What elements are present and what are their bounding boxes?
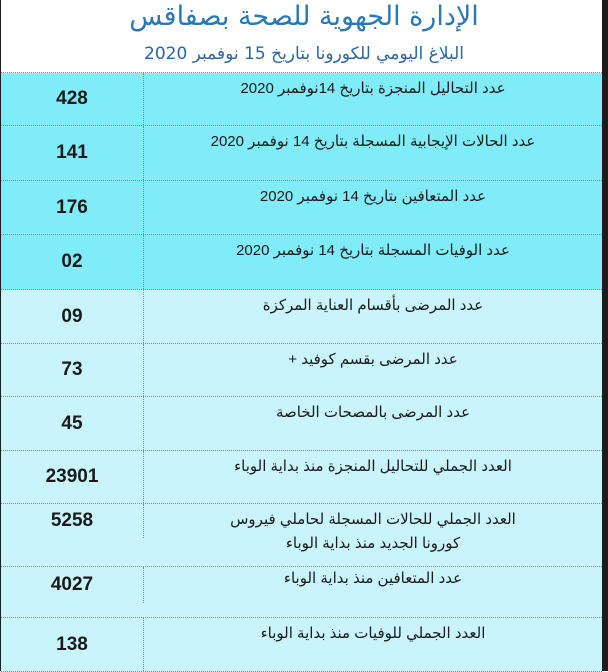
- table-row: [1, 181, 602, 235]
- table-row: [1, 235, 602, 290]
- table-row: [1, 618, 602, 672]
- row-value: 138: [1, 618, 144, 671]
- row-label: عدد المتعافين منذ بداية الوباء: [283, 570, 463, 587]
- row-label: العدد الجملي للوفيات منذ بداية الوباء: [260, 625, 486, 642]
- row-label: عدد المرضى بالمصحات الخاصة: [275, 404, 471, 421]
- table-row: [1, 73, 602, 126]
- row-value: 141: [1, 126, 144, 180]
- table-row: [1, 451, 602, 504]
- row-label: العدد الجملي للتحاليل المنجزة منذ بداية الوباء: [234, 458, 512, 475]
- page-subtitle: البلاغ اليومي للكورونا بتاريخ 15 نوفمبر 2020: [144, 44, 464, 64]
- row-value: 4027: [1, 567, 144, 603]
- row-value: 176: [1, 181, 144, 234]
- table-row: [1, 397, 602, 451]
- table-row: [1, 504, 602, 567]
- row-value: 23901: [1, 451, 144, 503]
- table-row: [1, 126, 602, 181]
- row-value: 45: [1, 397, 144, 450]
- row-label: عدد الحالات الإيجابية المسجلة بتاريخ 14 نوفمبر 2020: [210, 133, 536, 150]
- row-label: عدد الوفيات المسجلة بتاريخ 14 نوفمبر 2020: [236, 242, 510, 259]
- row-label-line: كورونا الجديد منذ بداية الوباء: [285, 535, 461, 552]
- table-row: [1, 567, 602, 618]
- row-label: عدد المرضى بأقسام العناية المركزة: [262, 297, 484, 314]
- row-label-line: العدد الجملي للحالات المسجلة لحاملي فيروس: [230, 511, 516, 528]
- row-label: عدد التحاليل المنجزة بتاريخ 14نوفمبر 2020: [240, 80, 506, 97]
- table-row: [1, 344, 602, 397]
- page-title: الإدارة الجهوية للصحة بصفاقس: [129, 1, 479, 32]
- row-value: 09: [1, 290, 144, 343]
- statistics-table: [1, 72, 602, 672]
- row-value: 428: [1, 73, 144, 125]
- row-value: 5258: [1, 504, 144, 538]
- row-label: [144, 504, 602, 566]
- row-value: 73: [1, 344, 144, 396]
- row-value: 02: [1, 235, 144, 289]
- row-label: عدد المرضى بقسم كوفيد +: [288, 351, 458, 368]
- table-row: [1, 290, 602, 344]
- row-label: عدد المتعافين بتاريخ 14 نوفمبر 2020: [259, 188, 487, 205]
